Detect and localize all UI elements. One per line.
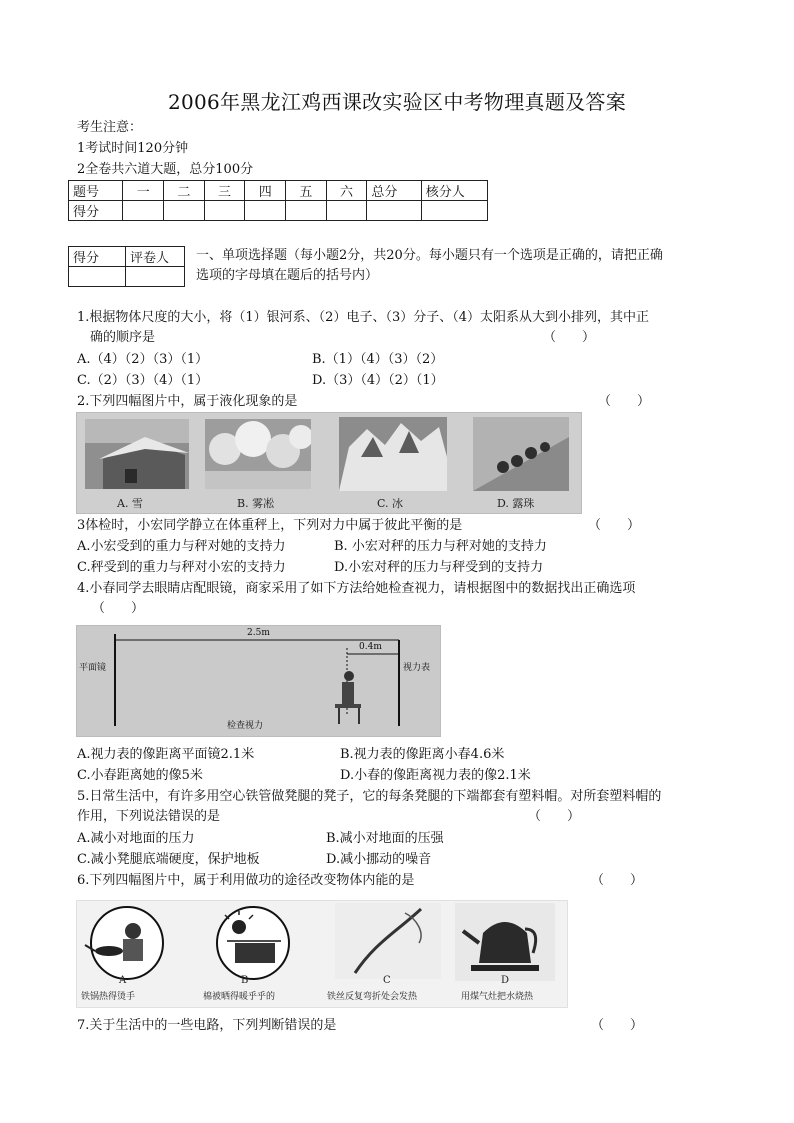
q1-option-b: B.（1）（4）（3）（2）: [312, 352, 444, 367]
q6-stem: 6.下列四幅图片中，属于利用做功的途径改变物体内能的是: [77, 873, 415, 888]
q4-option-d: D.小春的像距离视力表的像2.1米: [340, 768, 531, 783]
score-header-cell: 四: [245, 181, 286, 201]
score-cell[interactable]: [286, 201, 327, 221]
q3-option-c: C.秤受到的重力与秤对小宏的支持力: [77, 560, 286, 575]
q4-eye-test-figure: [76, 625, 441, 737]
q6-caption-c: 铁丝反复弯折处会发热: [327, 992, 418, 1002]
hot-pan-image: [81, 905, 177, 981]
q4-chart-label: 视力表: [403, 663, 431, 673]
q3-option-b: B. 小宏对秤的压力与秤对她的支持力: [334, 539, 547, 554]
q6-answer-bracket[interactable]: （ ）: [591, 873, 644, 888]
score-table: [68, 180, 488, 221]
q4-answer-bracket[interactable]: （ ）: [92, 601, 145, 616]
score-header-cell: 核分人: [421, 181, 487, 201]
section1-line-2: 选项的字母填在题后的括号内）: [196, 268, 379, 283]
q2-figure: [76, 412, 582, 514]
q4-distance-0-4m: 0.4m: [359, 642, 382, 652]
q5-answer-bracket[interactable]: （ ）: [528, 809, 581, 824]
q4-option-a: A.视力表的像距离平面镜2.1米: [77, 747, 255, 762]
q2-stem: 2.下列四幅图片中，属于液化现象的是: [77, 394, 298, 409]
q5-option-a: A.减小对地面的压力: [77, 831, 195, 846]
bent-wire-image: [335, 903, 441, 979]
score-header-cell: 一: [123, 181, 164, 201]
q4-figure-caption: 检查视力: [227, 721, 264, 731]
q1-option-a: A.（4）（2）（3）（1）: [77, 352, 209, 367]
notice-line-2: 2全卷共六道大题，总分100分: [77, 162, 254, 177]
ice-image: [339, 417, 447, 491]
q1-option-d: D.（3）（4）（2）（1）: [312, 373, 444, 388]
score-header-cell: 总分: [367, 181, 421, 201]
score-cell[interactable]: [245, 201, 286, 221]
score-header-cell: 五: [286, 181, 327, 201]
q3-option-d: D.小宏对秤的压力与秤受到的支持力: [334, 560, 544, 575]
q5-option-b: B.减小对地面的压强: [326, 831, 444, 846]
grader-score-label: 得分: [69, 247, 126, 267]
q6-letter-a: A: [119, 975, 127, 986]
q6-caption-b: 棉被晒得暖乎乎的: [203, 992, 276, 1002]
notice-heading: 考生注意：: [77, 120, 143, 135]
q6-letter-c: C: [383, 975, 391, 986]
section1-line-1: 一、单项选择题（每小题2分，共20分。每小题只有一个选项是正确的，请把正确: [196, 248, 663, 263]
score-table-score-row: [69, 201, 488, 221]
q6-letter-d: D: [501, 975, 510, 986]
q2-caption-b: B. 雾凇: [237, 497, 275, 510]
q4-stem: 4.小春同学去眼睛店配眼镜，商家采用了如下方法给她检查视力，请根据图中的数据找出正确选项: [77, 581, 636, 596]
sun-quilt-image: [205, 905, 301, 981]
notice-line-1: 1考试时间120分钟: [77, 141, 189, 156]
score-cell[interactable]: [123, 201, 164, 221]
score-header-cell: 题号: [69, 181, 123, 201]
q4-option-c: C.小春距离她的像5米: [77, 768, 203, 783]
q6-letter-b: B: [241, 975, 249, 986]
q6-caption-d: 用煤气灶把水烧热: [461, 992, 534, 1002]
grader-name-cell[interactable]: [126, 267, 185, 287]
q1-line-2: 确的顺序是: [90, 330, 156, 345]
dew-leaf-image: [473, 417, 569, 491]
q3-option-a: A.小宏受到的重力与秤对她的支持力: [77, 539, 286, 554]
q4-distance-2-5m: 2.5m: [247, 628, 270, 638]
q1-line-1: 1.根据物体尺度的大小，将（1）银河系、（2）电子、（3）分子、（4）太阳系从大到小排列，其中正: [77, 310, 649, 325]
score-cell[interactable]: [367, 201, 421, 221]
score-row-label: 得分: [69, 201, 123, 221]
q5-option-c: C.减小凳腿底端硬度，保护地板: [77, 852, 260, 867]
score-cell[interactable]: [164, 201, 205, 221]
q5-option-d: D.减小挪动的噪音: [326, 852, 432, 867]
q1-answer-bracket[interactable]: （ ）: [543, 330, 596, 345]
q5-line-2: 作用，下列说法错误的是: [77, 809, 221, 824]
q2-caption-d: D. 露珠: [497, 497, 535, 510]
q3-stem: 3体检时，小宏同学静立在体重秤上，下列对力中属于彼此平衡的是: [77, 518, 463, 533]
score-table-header-row: [69, 181, 488, 201]
snow-house-image: [85, 419, 189, 489]
q2-caption-c: C. 冰: [377, 497, 404, 510]
grader-box: [68, 246, 185, 287]
score-header-cell: 三: [204, 181, 245, 201]
q7-answer-bracket[interactable]: （ ）: [591, 1018, 644, 1033]
q4-option-b: B.视力表的像距离小春4.6米: [340, 747, 505, 762]
q6-caption-a: 铁锅热得烫手: [81, 992, 136, 1002]
score-cell[interactable]: [421, 201, 487, 221]
page-title: 2006年黑龙江鸡西课改实验区中考物理真题及答案: [167, 90, 627, 114]
score-header-cell: 二: [164, 181, 205, 201]
q2-caption-a: A. 雪: [117, 497, 143, 510]
rime-tree-image: [205, 419, 311, 489]
q3-answer-bracket[interactable]: （ ）: [588, 518, 641, 533]
q5-line-1: 5.日常生活中，有许多用空心铁管做凳腿的凳子，它的每条凳腿的下端都套有塑料帽。对所套塑料帽的: [77, 789, 662, 804]
q6-figure: [76, 900, 568, 1008]
grader-name-label: 评卷人: [126, 247, 185, 267]
q1-option-c: C.（2）（3）（4）（1）: [77, 373, 209, 388]
q7-stem: 7.关于生活中的一些电路，下列判断错误的是: [77, 1018, 337, 1033]
grader-score-cell[interactable]: [69, 267, 126, 287]
score-cell[interactable]: [326, 201, 367, 221]
kettle-stove-image: [455, 903, 555, 981]
q4-mirror-label: 平面镜: [79, 663, 107, 673]
q2-answer-bracket[interactable]: （ ）: [598, 394, 651, 409]
score-cell[interactable]: [204, 201, 245, 221]
score-header-cell: 六: [326, 181, 367, 201]
